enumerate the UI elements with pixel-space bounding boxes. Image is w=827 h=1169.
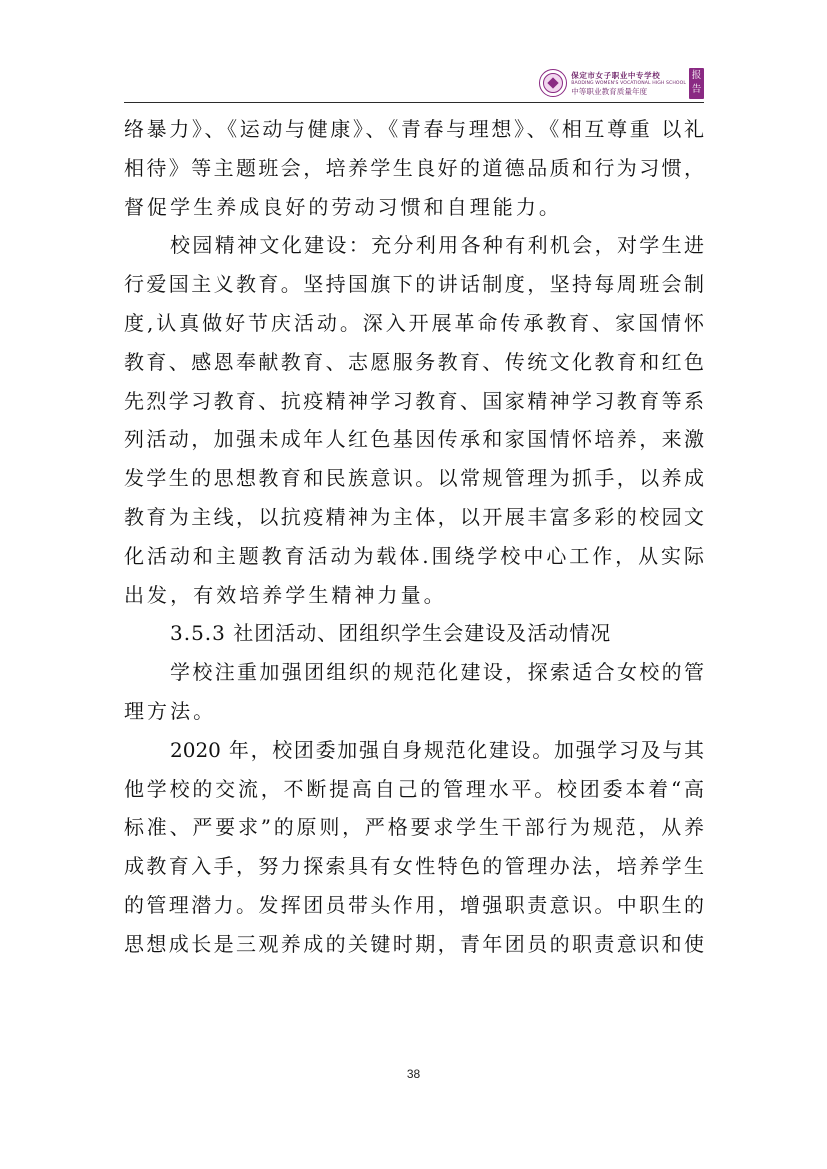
school-emblem-icon — [539, 69, 567, 97]
report-badge-char: 报 — [691, 70, 702, 81]
text-line: 教育、感恩奉献教育、志愿服务教育、传统文化教育和红色 — [124, 349, 704, 374]
section-heading: 3.5.3 社团活动、团组织学生会建设及活动情况 — [170, 621, 612, 646]
text-line: 成教育入手，努力探索具有女性特色的管理办法，培养学生 — [124, 854, 704, 879]
text-line: 度,认真做好节庆活动。深入开展革命传承教育、家国情怀 — [124, 310, 704, 335]
school-name-en: BAODING WOMEN'S VOCATIONAL HIGH SCHOOL — [571, 80, 686, 86]
text-line: 思想成长是三观养成的关键时期，青年团员的职责意识和使 — [124, 931, 704, 956]
text-line: 2020 年，校团委加强自身规范化建设。加强学习及与其 — [170, 737, 704, 762]
header-divider — [124, 102, 704, 103]
report-badge-char: 告 — [691, 84, 702, 95]
text-line: 行爱国主义教育。坚持国旗下的讲话制度，坚持每周班会制 — [124, 272, 704, 297]
text-line: 的管理潜力。发挥团员带头作用，增强职责意识。中职生的 — [124, 892, 704, 917]
page-header — [124, 62, 704, 104]
text-line: 校园精神文化建设：充分利用各种有利机会，对学生进 — [170, 233, 704, 258]
body-text — [124, 110, 704, 964]
report-badge — [689, 68, 704, 99]
text-line: 络暴力》、《运动与健康》、《青春与理想》、《相互尊重 以礼 — [124, 117, 704, 141]
text-line: 督促学生养成良好的劳动习惯和自理能力。 — [124, 194, 562, 219]
school-name-cn: 保定市女子职业中专学校 — [571, 70, 661, 80]
text-line: 化活动和主题教育活动为载体.围绕学校中心工作，从实际 — [124, 543, 704, 568]
text-line: 发学生的思想教育和民族意识。以常规管理为抓手，以养成 — [124, 466, 704, 491]
text-line: 相待》等主题班会，培养学生良好的道德品质和行为习惯， — [124, 155, 704, 180]
header-logo-block — [539, 66, 704, 100]
text-line: 列活动，加强未成年人红色基因传承和家国情怀培养，来激 — [124, 427, 704, 452]
text-line: 理方法。 — [124, 698, 217, 723]
text-line: 教育为主线，以抗疫精神为主体，以开展丰富多彩的校园文 — [124, 504, 704, 529]
text-line: 他学校的交流，不断提高自己的管理水平。校团委本着“高 — [124, 776, 704, 801]
text-line: 学校注重加强团组织的规范化建设，探索适合女校的管 — [170, 660, 704, 685]
text-line: 标准、严要求”的原则，严格要求学生干部行为规范，从养 — [124, 815, 704, 840]
text-line: 出发，有效培养学生精神力量。 — [124, 582, 447, 607]
page-number: 38 — [406, 1067, 421, 1081]
report-subtitle: 中等职业教育质量年度 — [571, 86, 648, 96]
header-text-group — [571, 71, 686, 96]
text-line: 先烈学习教育、抗疫精神学习教育、国家精神学习教育等系 — [124, 388, 704, 413]
